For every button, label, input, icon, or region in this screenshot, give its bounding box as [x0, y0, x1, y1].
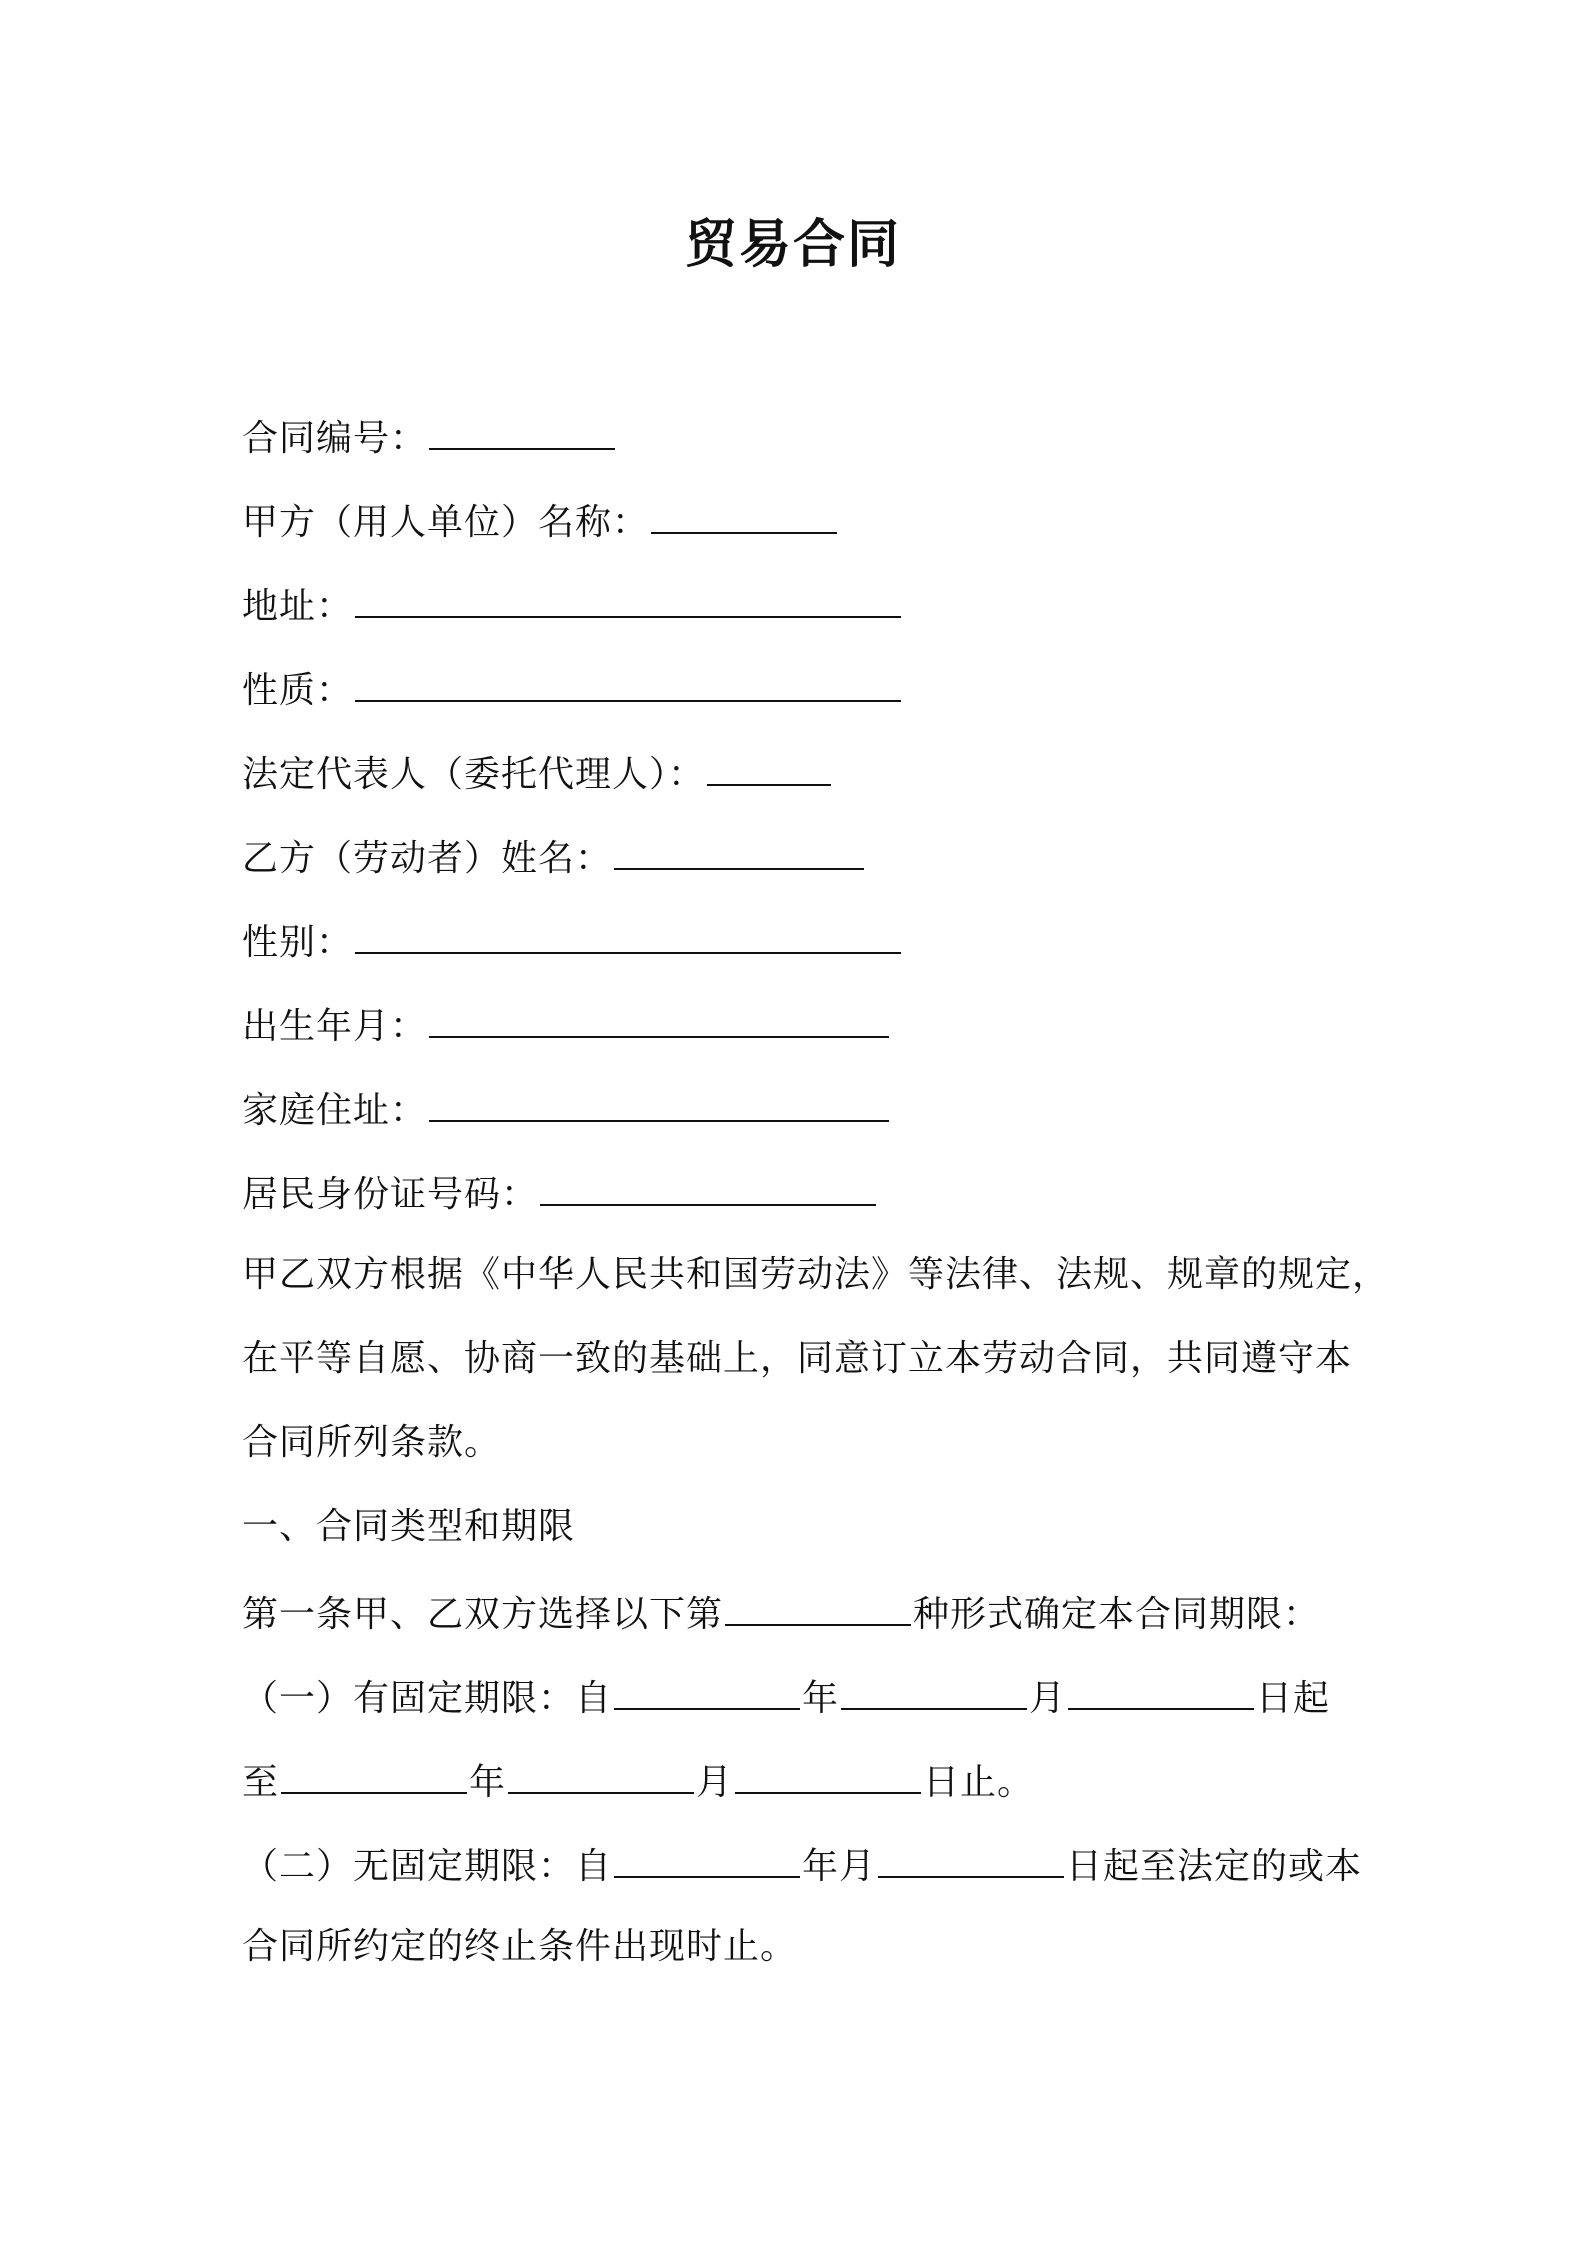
clause-text: 至 — [242, 1762, 280, 1803]
field-party-a-name — [242, 494, 839, 548]
field-label: 家庭住址： — [242, 1090, 428, 1131]
section-heading: 一、合同类型和期限 — [242, 1506, 576, 1547]
fixed-term-line-2 — [242, 1754, 1034, 1808]
field-label: 出生年月： — [242, 1006, 428, 1047]
article-text: 种形式确定本合同期限： — [913, 1594, 1321, 1635]
blank-line — [614, 1670, 800, 1710]
clause-text: 月 — [1029, 1678, 1067, 1719]
blank-line — [614, 830, 864, 870]
blank-line — [614, 1838, 800, 1878]
blank-line — [355, 914, 901, 954]
blank-line — [707, 746, 831, 786]
field-label: 性质： — [242, 670, 354, 711]
field-label: 法定代表人（委托代理人）： — [242, 754, 706, 795]
blank-line — [651, 494, 837, 534]
field-home-address — [242, 1082, 891, 1136]
clause-text: （一）有固定期限：自 — [242, 1678, 613, 1719]
field-address — [242, 578, 903, 632]
field-label: 合同编号： — [242, 418, 428, 459]
blank-line — [355, 662, 901, 702]
fixed-term-line-1 — [242, 1670, 1330, 1724]
clause-text: 日起至法定的或本 — [1066, 1846, 1363, 1887]
field-label: 甲方（用人单位）名称： — [242, 502, 650, 543]
blank-line — [429, 998, 889, 1038]
blank-line — [735, 1754, 921, 1794]
blank-line — [1068, 1670, 1254, 1710]
article-text: 第一条甲、乙双方选择以下第 — [242, 1594, 724, 1635]
field-label: 居民身份证号码： — [242, 1174, 539, 1215]
field-birth — [242, 998, 891, 1052]
blank-line — [540, 1166, 876, 1206]
blank-line — [508, 1754, 694, 1794]
clause-text: 日起 — [1256, 1678, 1331, 1719]
clause-text: 年 — [802, 1678, 840, 1719]
clause-text: 年月 — [802, 1846, 877, 1887]
clause-text: （二）无固定期限：自 — [242, 1846, 613, 1887]
open-term-line-2: 合同所约定的终止条件出现时止。 — [242, 1926, 798, 1967]
blank-line — [429, 1082, 889, 1122]
clause-text: 年 — [469, 1762, 507, 1803]
field-id-number — [242, 1166, 878, 1220]
field-label: 地址： — [242, 586, 354, 627]
blank-line — [841, 1670, 1027, 1710]
field-label: 乙方（劳动者）姓名： — [242, 838, 613, 879]
blank-line — [429, 410, 615, 450]
field-party-b-name — [242, 830, 866, 884]
field-nature — [242, 662, 903, 716]
clause-text: 日止。 — [923, 1762, 1035, 1803]
blank-line — [281, 1754, 467, 1794]
blank-line — [878, 1838, 1064, 1878]
blank-line — [725, 1586, 911, 1626]
article-1 — [242, 1586, 1320, 1640]
field-gender — [242, 914, 903, 968]
preamble-line-3: 合同所列条款。 — [242, 1422, 502, 1463]
preamble-line-1: 甲乙双方根据《中华人民共和国劳动法》等法律、法规、规章的规定， — [242, 1254, 1390, 1295]
field-legal-rep — [242, 746, 833, 800]
field-label: 性别： — [242, 922, 354, 963]
blank-line — [355, 578, 901, 618]
document-title: 贸易合同 — [684, 215, 901, 275]
field-contract-no — [242, 410, 617, 464]
open-term-line-1 — [242, 1838, 1362, 1892]
clause-text: 月 — [696, 1762, 734, 1803]
preamble-line-2: 在平等自愿、协商一致的基础上，同意订立本劳动合同，共同遵守本 — [242, 1338, 1353, 1379]
